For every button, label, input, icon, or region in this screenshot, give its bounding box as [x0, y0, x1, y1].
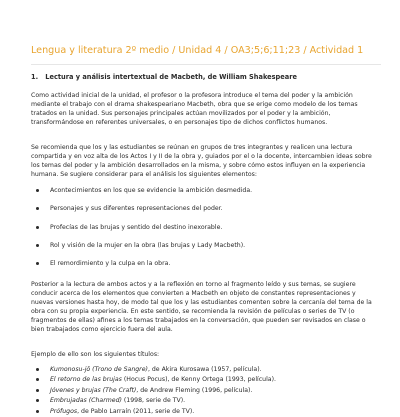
- work-title: Prófugos: [50, 407, 78, 415]
- list-item: [31, 396, 374, 406]
- list-item: Personajes y sus diferentes representaciones del poder.: [31, 204, 374, 222]
- list-item: [31, 375, 374, 385]
- list-item: Acontecimientos en los que se evidencie la ambición desmedida.: [31, 186, 374, 204]
- work-title: El retorno de las brujas: [50, 376, 122, 384]
- work-detail: (Hocus Pocus), de Kenny Ortega (1993, película).: [121, 376, 276, 384]
- section-number: 1.: [31, 73, 39, 81]
- paragraph-group-reading: Se recomienda que los y las estudiantes se reúnan en grupos de tres integrantes y realicen una lectura compartida y en voz alta de los Actos I y II de la obra y, guiados por el o la docente, intercambien ideas sobre los temas del poder y la ambición desarrollados en la misma, y sobre cómo estos influyen en la experiencia humana. Se sugiere considerar para el análisis los siguientes elementos:: [31, 144, 372, 179]
- list-item: Profecías de las brujas y sentido del destino inexorable.: [31, 223, 374, 241]
- list-item: [31, 365, 374, 375]
- list-item: [31, 386, 374, 396]
- list-item: El remordimiento y la culpa en la obra.: [31, 259, 374, 277]
- work-detail: , de Pablo Larraín (2011, serie de TV).: [77, 407, 195, 415]
- section-title-text: Lectura y análisis intertextual de Macbeth, de William Shakespeare: [45, 73, 297, 81]
- example-titles-list: [31, 365, 374, 417]
- analysis-elements-list: [31, 186, 374, 277]
- section-title: [31, 73, 381, 82]
- list-item: Rol y visión de la mujer en la obra (las brujas y Lady Macbeth).: [31, 241, 374, 259]
- document-header: Lengua y literatura 2º medio / Unidad 4 / OA3;5;6;11;23 / Actividad 1: [31, 44, 381, 65]
- paragraph-discussion: Posterior a la lectura de ambos actos y a la reflexión en torno al fragmento leído y sus temas, se sugiere conducir acerca de los elementos que convierten a Macbeth en objeto de constantes representaciones y nuevas versiones hasta hoy, de modo tal que los y las estudiantes comenten sobre la cercanía del tema de la obra con su propia experiencia. En este sentido, se recomienda la revisión de películas o series de TV (o fragmentos de ellas) afines a los temas trabajados en la conversación, que pueden ser revisados en clase o bien trabajados como ejercicio fuera del aula.: [31, 281, 372, 334]
- work-title: Jóvenes y brujas (The Craft): [50, 386, 137, 394]
- paragraph-intro: Como actividad inicial de la unidad, el profesor o la profesora introduce el tema del poder y la ambición mediante el trabajo con el drama shakespeariano Macbeth, obra que se erige como modelo de los temas tratados en la unidad. Sus personajes principales actúan movilizados por el poder y la ambición, transformándose en referentes universales, o en personajes tipo de dichos conflictos humanos.: [31, 92, 358, 127]
- work-detail: , de Andrew Fleming (1996, película).: [136, 386, 253, 394]
- work-title: Kumonosu-jō (Trono de Sangre): [50, 366, 148, 373]
- work-detail: , de Akira Kurosawa (1957, película).: [147, 366, 262, 373]
- work-detail: (1998, serie de TV).: [121, 397, 186, 405]
- paragraph-examples-intro: Ejemplo de ello son los siguientes títulos:: [31, 351, 160, 358]
- work-title: Embrujadas (Charmed): [50, 397, 122, 405]
- list-item: [31, 407, 374, 417]
